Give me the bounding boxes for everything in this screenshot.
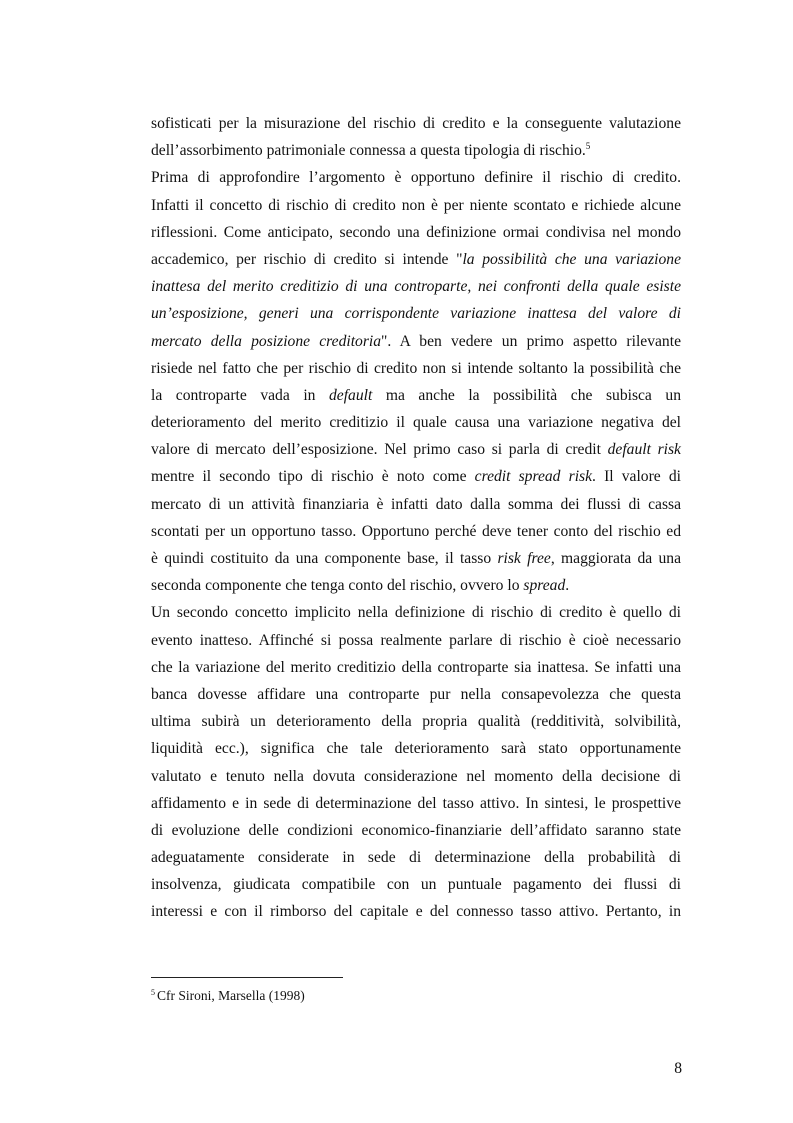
text-line: insolvenza, giudicata compatibile con un puntuale pagamento dei flussi di [151,876,681,894]
text-line: mercato di un attività finanziaria è infatti dato dalla somma dei flussi di cassa [151,495,681,513]
text-line: affidamento e in sede di determinazione del tasso attivo. In sintesi, le prospettive [151,794,681,812]
text-line: valore di mercato dell’esposizione. Nel primo caso si parla di credit default risk [151,441,681,459]
footnote [151,987,305,1005]
footnote-divider [151,977,343,978]
text-line: sofisticati per la misurazione del rischio di credito e la conseguente valutazione [151,115,681,132]
text-line: Infatti il concetto di rischio di credito non è per niente scontato e richiede alcune [151,196,681,214]
text-line: dell’assorbimento patrimoniale connessa a questa tipologia di rischio.$^5$ [151,141,591,160]
text-line: mercato della posizione creditoria". A ben vedere un primo aspetto rilevante [151,332,681,350]
text-line: accademico, per rischio di credito si intende "la possibilità che una variazione [151,250,681,268]
footnote-reference: 5 [585,141,591,152]
text-line: un’esposizione, generi una corrispondente variazione inattesa del valore di [151,305,681,323]
text-line: liquidità ecc.), significa che tale deterioramento sarà stato opportunamente [151,740,681,758]
text-line: di evoluzione delle condizioni economico-finanziarie dell’affidato saranno state [151,821,681,839]
text-line: Prima di approfondire l’argomento è opportuno definire il rischio di credito. [151,169,681,187]
text-line: banca dovesse affidare una controparte pur nella consapevolezza che questa [151,685,681,703]
page-number: 8 [674,1060,682,1077]
text-line: adeguatamente considerate in sede di determinazione della probabilità di [151,849,681,867]
text-line: scontati per un opportuno tasso. Opportuno perché deve tener conto del rischio ed [151,522,681,540]
text-line: inattesa del merito creditizio di una controparte, nei confronti della quale esiste [151,278,681,296]
body-text [151,110,681,926]
text-line: interessi e con il rimborso del capitale e del connesso tasso attivo. Pertanto, in [151,903,681,921]
text-line: seconda componente che tenga conto del rischio, ovvero lo spread. [151,577,570,595]
text-line: evento inatteso. Affinché si possa realmente parlare di rischio è cioè necessario [151,631,681,649]
text-line: risiede nel fatto che per rischio di credito non si intende soltanto la possibilità che [151,359,681,377]
text-line: Un secondo concetto implicito nella definizione di rischio di credito è quello di [151,604,681,622]
footnote-number: 5 [151,988,155,997]
text-line: ultima subirà un deterioramento della propria qualità (redditività, solvibilità, [151,713,681,731]
text-line: la controparte vada in default ma anche la possibilità che subisca un [151,386,681,404]
text-line: valutato e tenuto nella dovuta considerazione nel momento della decisione di [151,767,681,785]
footnote-text: Cfr Sironi, Marsella (1998) [157,988,305,1003]
text-line: riflessioni. Come anticipato, secondo una definizione ormai condivisa nel mondo [151,223,681,241]
text-line: è quindi costituito da una componente base, il tasso risk free, maggiorata da una [151,550,681,567]
text-line: che la variazione del merito creditizio della controparte sia inattesa. Se infatti una [151,658,681,676]
text-line: deterioramento del merito creditizio il quale causa una variazione negativa del [151,414,681,432]
text-line: mentre il secondo tipo di rischio è noto come credit spread risk. Il valore di [151,468,681,486]
